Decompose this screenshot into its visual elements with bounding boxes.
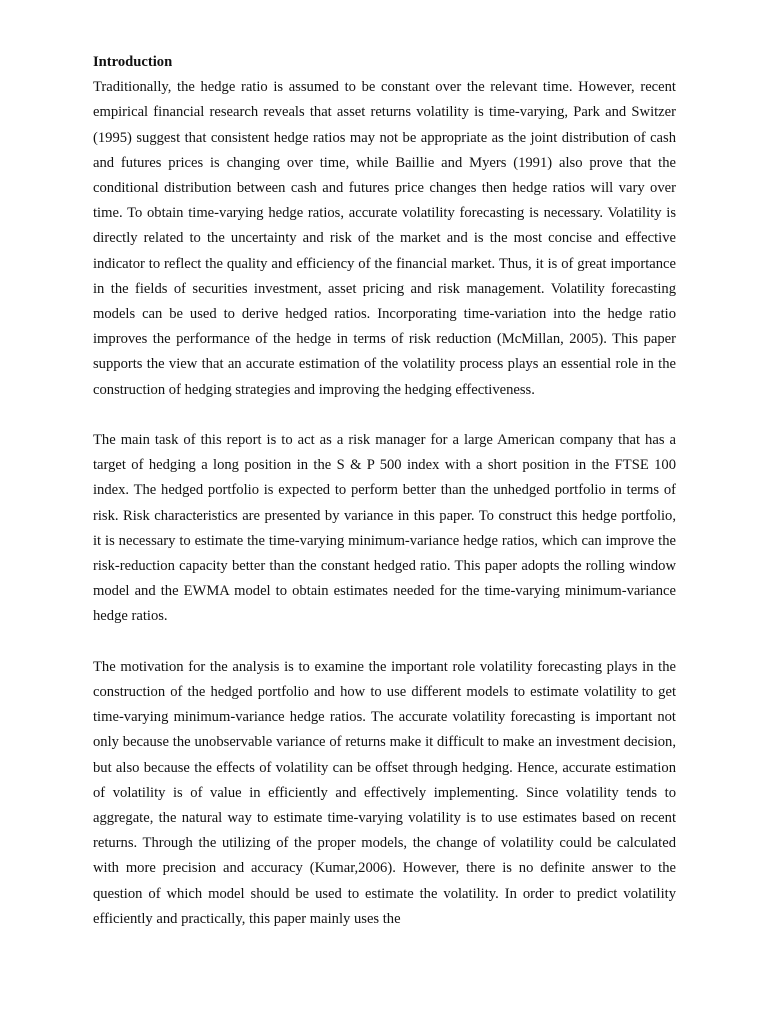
paragraph-gap bbox=[93, 630, 676, 655]
paragraph-1: Traditionally, the hedge ratio is assumed to be constant over the relevant time. However, recent empirical financial research reveals that asset returns volatility is time-varying, Park and Switzer (1995) suggest that consistent hedge ratios may not be appropriate as the joint distribution of cash and futures prices is changing over time, while Baillie and Myers (1991) also prove that the conditional distribution between cash and futures price changes then hedge ratios will vary over time. To obtain time-varying hedge ratios, accurate volatility forecasting is necessary. Volatility is directly related to the uncertainty and risk of the market and is the most concise and effective indicator to reflect the quality and efficiency of the financial market. Thus, it is of great importance in the fields of securities investment, asset pricing and risk management. Volatility forecasting models can be used to derive hedged ratios. Incorporating time-variation into the hedge ratio improves the performance of the hedge in terms of risk reduction (McMillan, 2005). This paper supports the view that an accurate estimation of the volatility process plays an essential role in the construction of hedging strategies and improving the hedging effectiveness. bbox=[93, 79, 676, 398]
paragraph-gap bbox=[93, 403, 676, 428]
document-page bbox=[93, 50, 676, 932]
paragraph-2: The main task of this report is to act as a risk manager for a large American company that has a target of hedging a long position in the S & P 500 index with a short position in the FTSE 100 index. The hedged portfolio is expected to perform better than the unhedged portfolio in terms of risk. Risk characteristics are presented by variance in this paper. To construct this hedge portfolio, it is necessary to estimate the time-varying minimum-variance hedge ratios, which can improve the risk-reduction capacity better than the constant hedged ratio. This paper adopts the rolling window model and the EWMA model to obtain estimates needed for the time-varying minimum-variance hedge ratios. bbox=[93, 432, 676, 625]
paragraph-3: The motivation for the analysis is to examine the important role volatility forecasting plays in the construction of the hedged portfolio and how to use different models to estimate volatility to get time-varying minimum-variance hedge ratios. The accurate volatility forecasting is important not only because the unobservable variance of returns make it difficult to make an investment decision, but also because the effects of volatility can be offset through hedging. Hence, accurate estimation of volatility is of value in efficiently and effectively implementing. Since volatility tends to aggregate, the natural way to estimate time-varying volatility is to use estimates based on recent returns. Through the utilizing of the proper models, the change of volatility could be calculated with more precision and accuracy (Kumar,2006). However, there is no definite answer to the question of which model should be used to estimate the volatility. In order to predict volatility efficiently and practically, this paper mainly uses the bbox=[93, 658, 676, 927]
section-heading: Introduction bbox=[93, 54, 173, 70]
